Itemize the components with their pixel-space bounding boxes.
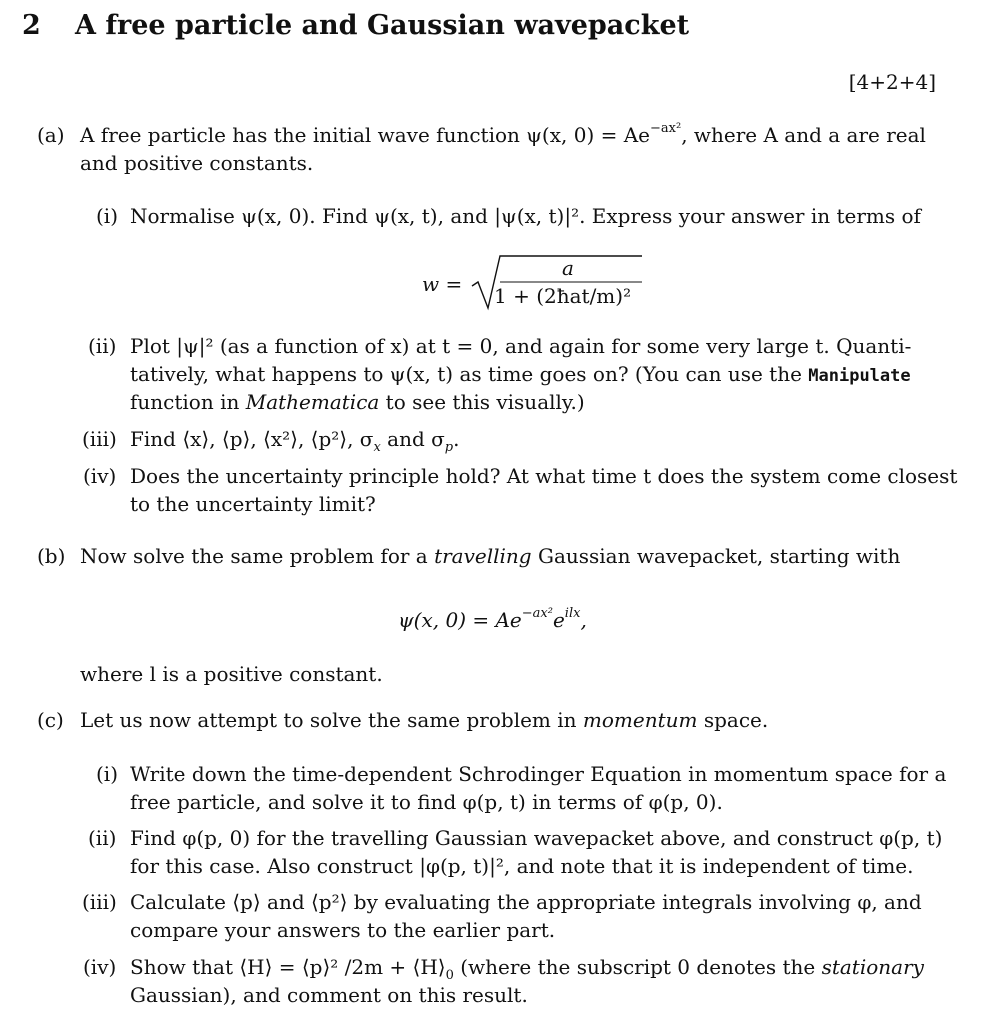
w-equation xyxy=(422,252,652,312)
part-a-iii-text: Find ⟨x⟩, ⟨p⟩, ⟨x²⟩, ⟨p²⟩, $\sigma_x$ and $\sigma_p$. xyxy=(130,427,460,455)
part-a-line1: A free particle has the initial wave function ψ(x, $0) = Ae^{-ax^2}$, where A and a are real xyxy=(80,121,926,147)
part-c-ii-line1: Find φ(p, 0) for the travelling Gaussian wavepacket above, and construct φ(p, t) xyxy=(130,826,943,850)
part-b-line1: Now solve the same problem for a travelling Gaussian wavepacket, starting with xyxy=(80,544,901,568)
part-c-iii-line2: compare your answers to the earlier part. xyxy=(130,918,556,942)
part-c-line1: Let us now attempt to solve the same problem in momentum space. xyxy=(80,708,769,732)
part-c-i-line2: free particle, and solve it to find φ(p, t) in terms of φ(p, 0). xyxy=(130,790,723,814)
part-b-line2: where l is a positive constant. xyxy=(80,662,383,686)
part-c-iii-label: (iii) xyxy=(82,890,117,914)
part-a-ii-line1: Plot |ψ|² (as a function of x) at t = 0, and again for some very large t. Quanti- xyxy=(130,334,912,358)
part-a-iv-line1: Does the uncertainty principle hold? At what time t does the system come closest xyxy=(130,464,958,488)
part-a-ii-label: (ii) xyxy=(88,334,117,358)
part-c-iii-line1: Calculate ⟨p⟩ and ⟨p²⟩ by evaluating the appropriate integrals involving φ, and xyxy=(130,890,922,914)
part-b-label: (b) xyxy=(37,544,66,568)
marks-allocation: [4+2+4] xyxy=(848,70,936,94)
part-a-i-text: Normalise ψ(x, 0). Find ψ(x, t), and |ψ(x, t)|². Express your answer in terms of xyxy=(130,204,921,228)
part-c-i-label: (i) xyxy=(96,762,119,786)
part-a-ii-line2: tatively, what happens to ψ(x, t) as time goes on? (You can use the Manipulate xyxy=(130,362,911,386)
part-b-equation: ψ(x, $0) = Ae^{-ax^2}e^{ilx}$, xyxy=(398,606,587,632)
w-equation-numerator: a xyxy=(562,256,574,280)
w-equation-denominator: 1 + (2ħat/m)² xyxy=(494,284,632,308)
part-a-iii-label: (iii) xyxy=(82,427,117,451)
w-equation-lhs: w = xyxy=(422,272,463,296)
part-a-iv-label: (iv) xyxy=(83,464,117,488)
part-c-ii-label: (ii) xyxy=(88,826,117,850)
part-a-line2: and positive constants. xyxy=(80,151,314,175)
manipulate-code: Manipulate xyxy=(808,366,911,386)
part-c-iv-line2: Gaussian), and comment on this result. xyxy=(130,983,528,1007)
section-number: 2 xyxy=(22,10,41,41)
part-a-ii-line3: function in Mathematica to see this visually.) xyxy=(130,390,585,414)
part-c-iv-line1: Show that ⟨H⟩ = ⟨p⟩² $/2m + ⟨H⟩_0$ (where the subscript 0 denotes the stationary xyxy=(130,955,924,983)
part-c-ii-line2: for this case. Also construct |φ(p, t)|², and note that it is independent of time. xyxy=(130,854,914,878)
part-c-label: (c) xyxy=(37,708,64,732)
section-title: A free particle and Gaussian wavepacket xyxy=(75,10,690,41)
part-a-i-label: (i) xyxy=(96,204,119,228)
part-c-iv-label: (iv) xyxy=(83,955,117,979)
part-a-label: (a) xyxy=(37,123,65,147)
part-a-iv-line2: to the uncertainty limit? xyxy=(130,492,376,516)
part-c-i-line1: Write down the time-dependent Schrodinger Equation in momentum space for a xyxy=(130,762,947,786)
mathematica-software: Mathematica xyxy=(245,390,380,414)
